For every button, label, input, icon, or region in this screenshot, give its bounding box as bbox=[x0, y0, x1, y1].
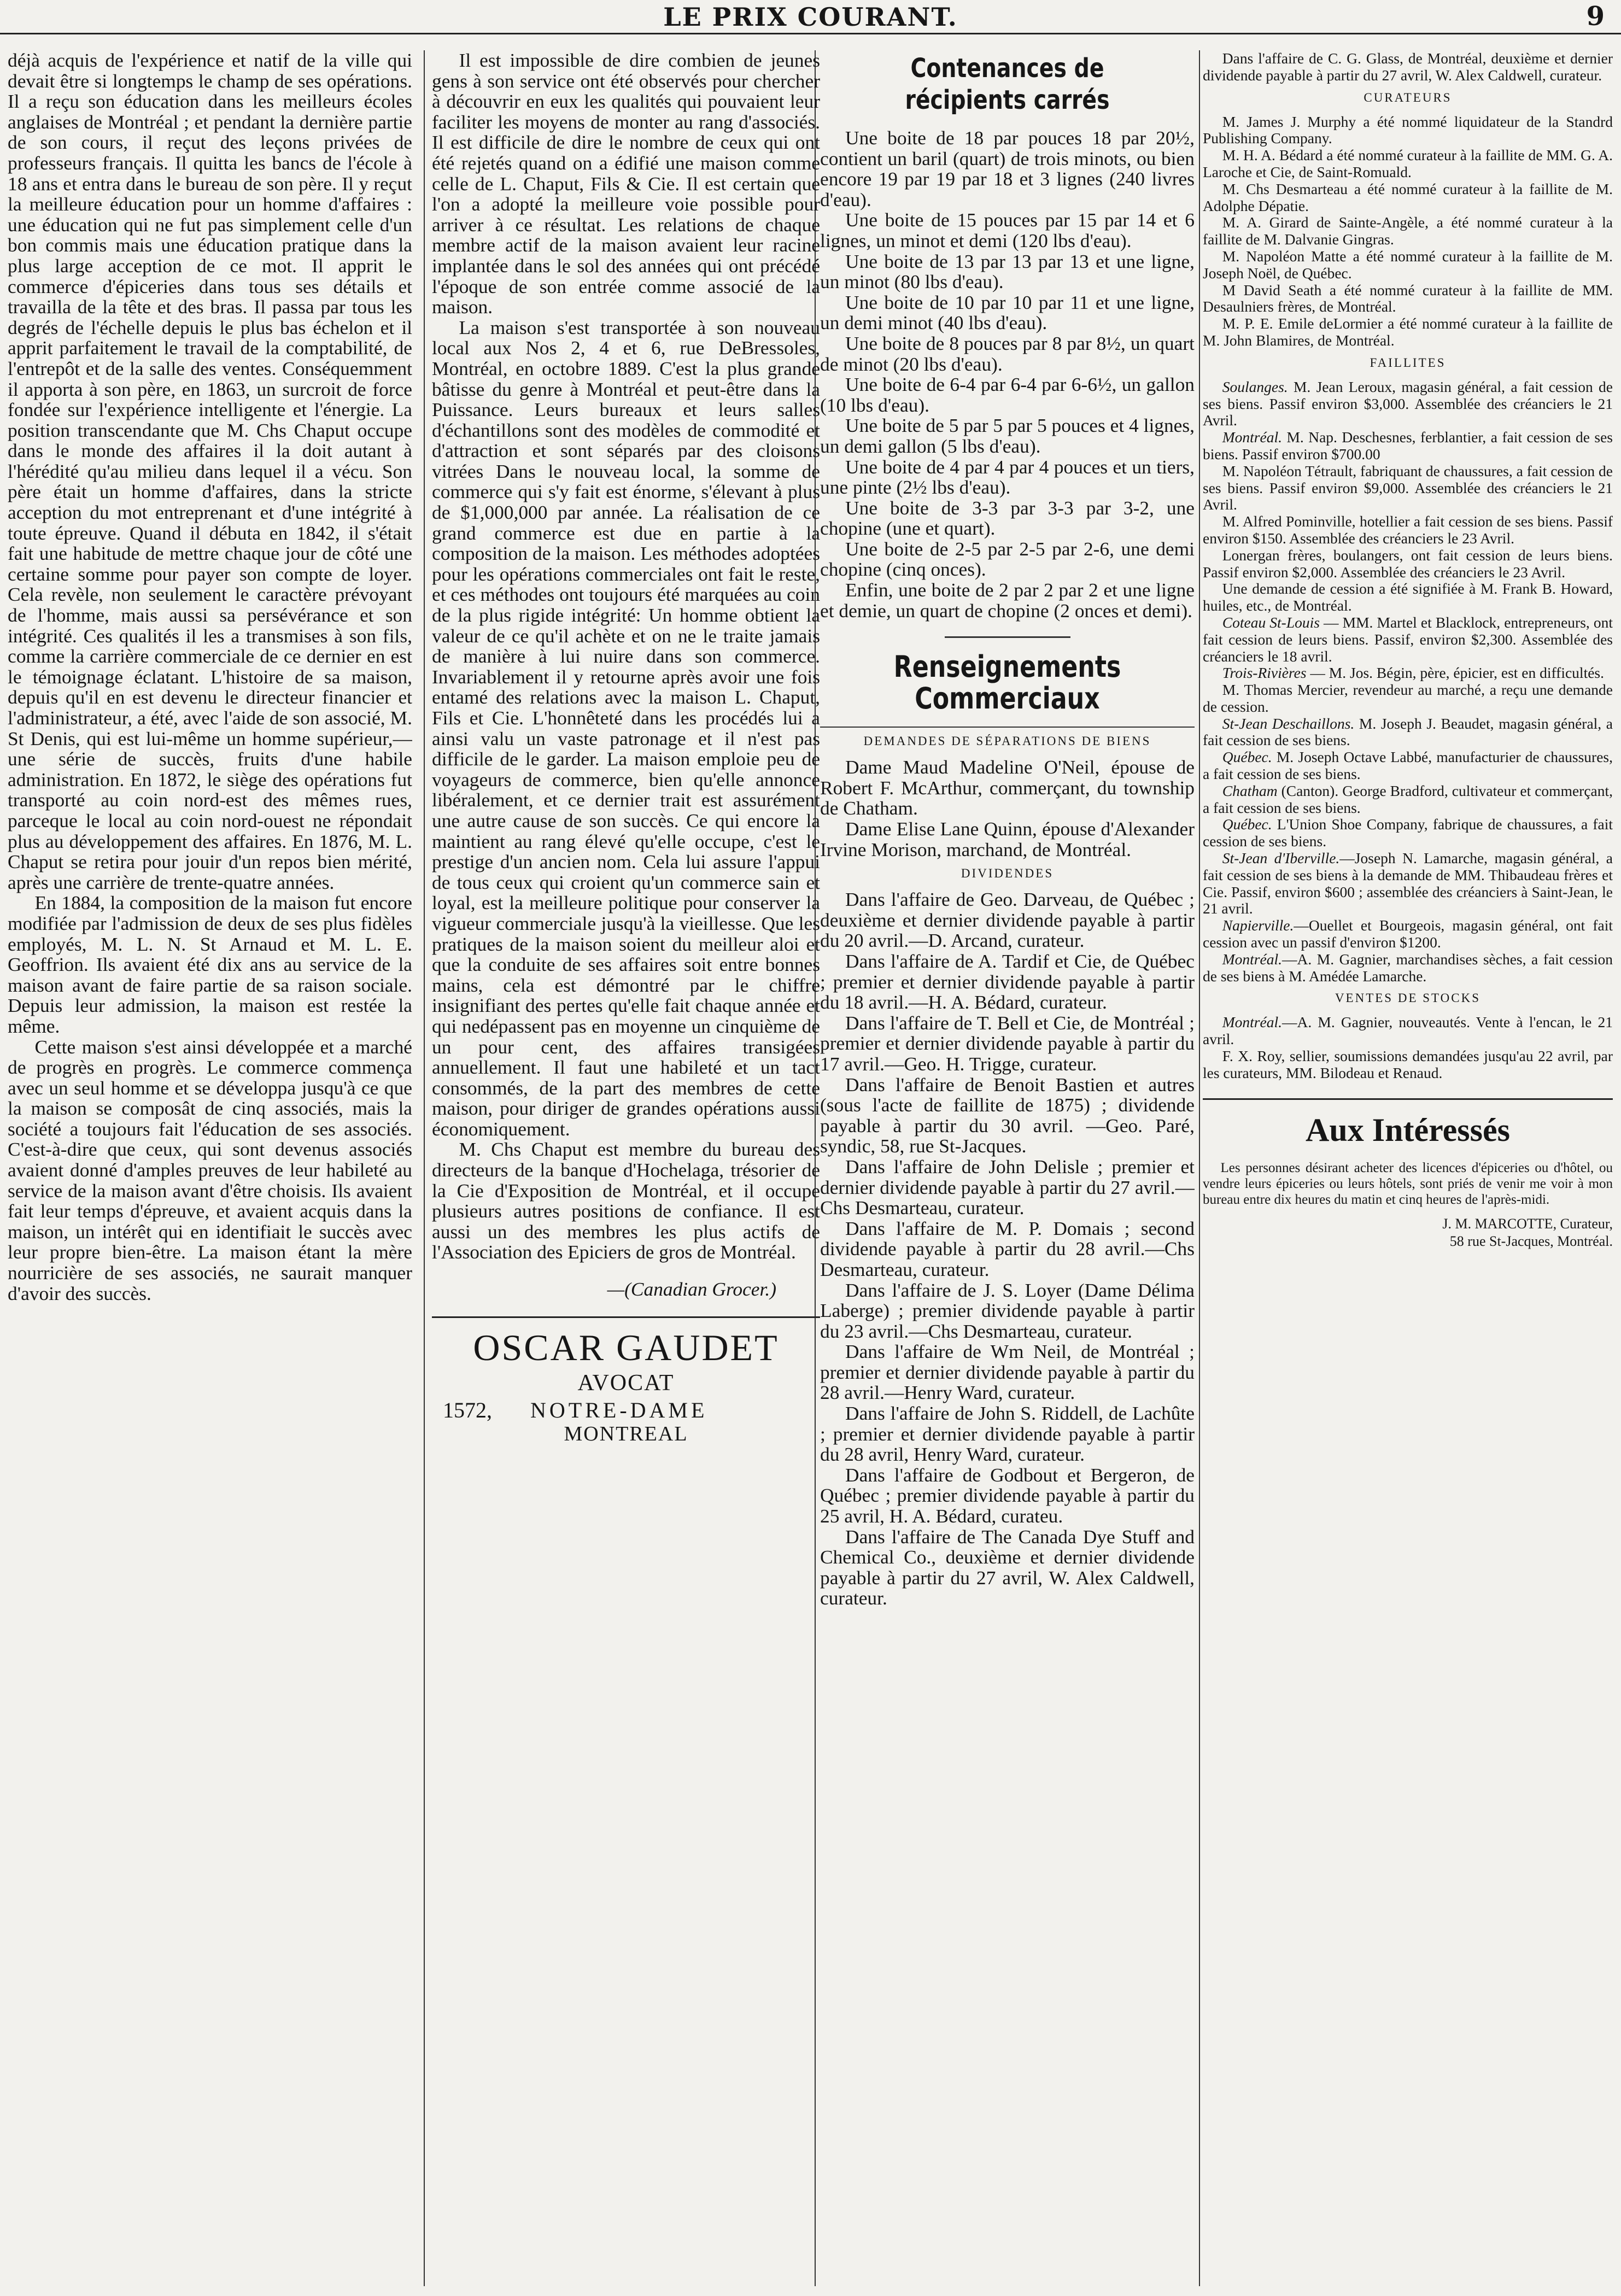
entry-text: L'Union Shoe Company, fabrique de chaussures, a fait cession de ses biens. bbox=[1203, 816, 1613, 850]
entry-place: Montréal. bbox=[1222, 950, 1282, 968]
list-entry bbox=[1203, 850, 1613, 917]
header-rule bbox=[0, 33, 1621, 34]
list-entry: Une boite de 8 pouces par 8 par 8½, un quart de minot (20 lbs d'eau). bbox=[820, 332, 1195, 375]
entry-text: — M. Jos. Bégin, père, épicier, est en difficultés. bbox=[1306, 664, 1604, 682]
faillites-list bbox=[1203, 379, 1613, 985]
list-entry: Dans l'affaire de Wm Neil, de Montréal ; premier et dernier dividende payable à partir du 28 avril.—Henry Ward, curateur. bbox=[820, 1340, 1195, 1404]
column-rule bbox=[1199, 50, 1200, 2286]
list-entry: Dans l'affaire de Geo. Darveau, de Québec ; deuxième et dernier dividende payable à partir du 20 avril.—D. Arcand, curateur. bbox=[820, 888, 1195, 952]
contenances-list bbox=[820, 128, 1195, 621]
list-entry bbox=[1203, 682, 1613, 716]
subheading-separations: DEMANDES DE SÉPARATIONS DE BIENS bbox=[863, 734, 1151, 748]
article-column-1 bbox=[8, 50, 412, 2286]
list-entry: Une boite de 18 par pouces 18 par 20½, contient un baril (quart) de trois minots, ou bien encore 19 par 19 par 18 et 3 lignes (240 livres d'eau). bbox=[820, 127, 1195, 210]
list-entry bbox=[1203, 665, 1613, 682]
entry-place: Napierville. bbox=[1222, 917, 1294, 934]
entry-text: — MM. Martel et Blacklock, entrepreneurs, ont fait cession de leurs biens. Passif, environ $2,300. Assemblée des créanciers le 18 avril. bbox=[1203, 613, 1613, 665]
list-entry: Une boite de 4 par 4 par 4 pouces et un tiers, une pinte (2½ lbs d'eau). bbox=[820, 455, 1195, 499]
ad-address bbox=[432, 1397, 820, 1424]
entry-place: Québec. bbox=[1222, 816, 1272, 833]
list-entry: M. James J. Murphy a été nommé liquidateur de la Standrd Publishing Company. bbox=[1203, 113, 1613, 147]
list-entry bbox=[1203, 463, 1613, 513]
article-paragraph: La maison s'est transportée à son nouveau local aux Nos 2, 4 et 6, rue DeBressoles, Montréal, en octobre 1889. C'est la plus grande bâtisse du genre à Montréal et peut-être dans la Puissance. Leurs bureaux et leurs salles d'échantillons sont des modèles de commodité et d'attraction et sont séparés par des cloisons vitrées Dans le nouveau local, la somme de commerce qui s'y fait est énorme, s'élevant à plus de $1,000,000 par année. La réalisation de ce grand commerce est due en partie à la composition de la maison. Les méthodes adoptées pour les opérations commerciales ont fait le reste, et ces méthodes ont toujours été marquées au coin de la plus rigide intégrité: Un homme obtient la valeur de ce qu'il achète et on ne le traite jamais de manière à lui nuire dans son commerce. Invariablement il y retourne après avoir une fois entamé des relations avec la maison L. Chaput, Fils et Cie. L'honnêteté dans les procédés lui a ainsi valu un vaste patronage et il n'est pas difficile de le garder. La maison emploie peu de voyageurs de commerce, bien qu'elle annonce libéralement, et ce dernier trait est assurément une autre cause de son succès. Ce qui encore la maintient au rang élevé qu'elle occupe, c'est le prestige d'un ancien nom. Cela lui assure l'appui de tous ceux qui croient qu'un commerce sain et loyal, est la meilleure politique pour conserver la vigueur commerciale jusqu'à la vieillesse. Que les pratiques de la maison soient du meilleur aloi et que la conduite de ses affaires soit entre bonnes mains, cela est démontré par le chiffre insignifiant des pertes qu'elle fait chaque année et qui nedépassent pas en moyenne un cinquième de un pour cent, des affaires transigées annuellement. Il faut une habileté et un tact consommés, de la part des membres de cette maison, pour diriger de grandes opérations aussi économiquement. bbox=[432, 316, 820, 1140]
list-entry bbox=[1203, 783, 1613, 817]
list-entry: Une boite de 15 pouces par 15 par 14 et 6 lignes, un minot et demi (120 lbs d'eau). bbox=[820, 209, 1195, 251]
entry-place: Soulanges. bbox=[1222, 378, 1288, 395]
subheading-ventes: VENTES DE STOCKS bbox=[1335, 991, 1481, 1005]
list-entry: M. Napoléon Matte a été nommé curateur à la faillite de M. Joseph Noël, de Québec. bbox=[1203, 247, 1613, 282]
list-entry: Une boite de 5 par 5 par 5 pouces et 4 lignes, un demi gallon (5 lbs d'eau). bbox=[820, 414, 1195, 457]
article-paragraph: Il est impossible de dire combien de jeunes gens à son service ont été observés pour chercher à découvrir en eux les qualités qui pouvaient leur faciliter les moyens de monter au rang d'associés. Il est difficile de dire le nombre de ceux qui ont été rejetés quand on a édifié une maison comme celle de L. Chaput, Fils & Cie. Il est certain que l'on a adopté la meilleure voie possible pour arriver à ce résultat. Les relations de chaque membre actif de la maison avaient leur racine implantée dans le sol des années qui ont précédé l'époque de son entrée comme associé de la maison. bbox=[432, 50, 820, 318]
list-entry bbox=[1203, 1048, 1613, 1082]
entry-place: Québec. bbox=[1222, 748, 1272, 766]
list-entry: Dans l'affaire de Benoit Bastien et autres (sous l'acte de faillite de 1875) ; dividende payable à partir du 30 avril. —Geo. Paré, syndic, 58, rue St-Jacques. bbox=[820, 1073, 1195, 1157]
list-entry bbox=[1203, 379, 1613, 429]
entry-text: (Canton). George Bradford, cultivateur et commerçant, a fait cession de ses biens. bbox=[1203, 782, 1613, 816]
entry-text: Lonergan frères, boulangers, ont fait cession de leurs biens. Passif environ $2,000. Assemblée des créanciers le 23 Avril. bbox=[1203, 546, 1613, 581]
entry-text: M. Nap. Deschesnes, ferblantier, a fait cession de ses biens. Passif environ $700.00 bbox=[1203, 429, 1613, 462]
list-entry bbox=[1203, 951, 1613, 985]
entry-text: —A. M. Gagnier, marchandises sèches, a fait cession de ses biens à M. Amédée Lamarche. bbox=[1203, 950, 1613, 985]
entry-place: Montréal. bbox=[1222, 429, 1282, 446]
list-entry: Dans l'affaire de A. Tardif et Cie, de Québec ; premier et dernier dividende payable à partir du 18 avril.—H. A. Bédard, curateur. bbox=[820, 950, 1195, 1014]
article-column-3 bbox=[820, 50, 1195, 2286]
list-entry: Dans l'affaire de John Delisle ; premier et dernier dividende payable à partir du 27 avril.—Chs Desmarteau, curateur. bbox=[820, 1155, 1195, 1219]
notice-heading: Aux Intéressés bbox=[1203, 1098, 1613, 1150]
ad-street-number: 1572, bbox=[443, 1397, 492, 1422]
list-entry: Dans l'affaire de John S. Riddell, de Lachûte ; premier et dernier dividende payable à partir du 28 avril, Henry Ward, curateur. bbox=[820, 1402, 1195, 1466]
entry-text: —Joseph N. Lamarche, magasin général, a fait cession de ses biens à la demande de MM. Thibaudeau frères et Cie. Passif, environ $600 ; assemblée des créanciers à Saint-Jean, le 21 avril. bbox=[1203, 850, 1613, 917]
subheading-faillites: FAILLITES bbox=[1370, 355, 1446, 370]
ad-city: MONTREAL bbox=[564, 1422, 688, 1445]
entry-text: M. Alfred Pominville, hotellier a fait cession de ses biens. Passif environ $150. Assemblée des créanciers le 23 Avril. bbox=[1203, 513, 1613, 547]
entry-text: —A. M. Gagnier, nouveautés. Vente à l'encan, le 21 avril. bbox=[1203, 1014, 1613, 1048]
entry-place: St-Jean Deschaillons. bbox=[1222, 714, 1355, 732]
entry-place: Montréal. bbox=[1222, 1014, 1282, 1031]
list-entry: M David Seath a été nommé curateur à la faillite de MM. Desaulniers frères, de Montréal. bbox=[1203, 281, 1613, 315]
section-heading-contenances: Contenances de récipients carrés bbox=[905, 53, 1110, 115]
article-paragraph: M. Chs Chaput est membre du bureau des directeurs de la banque d'Hochelaga, trésorier de la Cie d'Exposition de Montréal, et il occupe plusieurs autres positions de confiance. Il est aussi un des membres les plus actifs de l'Association des Epiciers de gros de Montréal. bbox=[432, 1138, 820, 1263]
dividende-entry: Dans l'affaire de C. G. Glass, de Montréal, deuxième et dernier dividende payable à partir du 27 avril, W. Alex Caldwell, curateur. bbox=[1203, 50, 1613, 84]
list-entry: Enfin, une boite de 2 par 2 par 2 et une ligne et demie, un quart de chopine (2 onces et demi). bbox=[820, 579, 1195, 622]
curateurs-list bbox=[1203, 114, 1613, 349]
notice-signature bbox=[1203, 1215, 1613, 1250]
subheading-curateurs: CURATEURS bbox=[1363, 90, 1452, 104]
article-paragraph: Cette maison s'est ainsi développée et a marché de progrès en progrès. Le commerce commença avec un seul homme et se développa jusqu'à ce que la maison se composât de cinq associés, mais la société a toujours fait l'éducation de ses associés. C'est-à-dire que ceux, qui sont devenus associés avaient donné d'amples preuves de leur habileté au service de la maison avant d'être choisis. Ils avaient fait leur temps d'épreuve, et avaient acquis dans la maison, un intérêt qui en identifiait le succès avec leur propre bien-être. La maison étant la mère nourricière de ses associés, ne saurait manquer d'avoir des succès. bbox=[8, 1035, 412, 1304]
notice-body: Les personnes désirant acheter des licences d'épiceries ou d'hôtel, ou vendre leurs épiceries ou leurs hôtels, sont priés de venir me voir à mon bureau entre dix heures du matin et cinq heures de l'après-midi. bbox=[1203, 1160, 1613, 1207]
notice-signature-name: J. M. MARCOTTE, Curateur, bbox=[1442, 1215, 1613, 1232]
page-number: 9 bbox=[1586, 1, 1605, 32]
list-entry: Dans l'affaire de M. P. Domais ; second dividende payable à partir du 28 avril.—Chs Desmarteau, curateur. bbox=[820, 1217, 1195, 1280]
list-entry bbox=[1203, 614, 1613, 665]
ad-street: NOTRE-DAME bbox=[530, 1397, 708, 1422]
page-header bbox=[0, 0, 1621, 35]
list-entry: Dame Maud Madeline O'Neil, épouse de Robert F. McArthur, commerçant, du township de Chatham. bbox=[820, 756, 1195, 819]
list-entry bbox=[1203, 513, 1613, 547]
list-entry bbox=[1203, 581, 1613, 614]
list-entry bbox=[1203, 547, 1613, 581]
list-entry: Dame Elise Lane Quinn, épouse d'Alexander Irvine Morison, marchand, de Montréal. bbox=[820, 818, 1195, 860]
entry-text: M. Thomas Mercier, revendeur au marché, a reçu une demande de cession. bbox=[1203, 681, 1613, 715]
article-paragraph: En 1884, la composition de la maison fut encore modifiée par l'admission de deux de ses plus fidèles employés, M. L. N. St Arnaud et M. L. E. Geoffrion. Ils avaient été dix ans au service de la maison avant de faire partie de sa raison sociale. Depuis leur admission, la maison est restée la même. bbox=[8, 892, 412, 1037]
list-entry: M. H. A. Bédard a été nommé curateur à la faillite de MM. G. A. Laroche et Cie, de Saint-Romuald. bbox=[1203, 147, 1613, 180]
list-entry bbox=[1203, 1014, 1613, 1048]
heading-rule bbox=[820, 727, 1195, 728]
entry-place: St-Jean d'Iberville. bbox=[1222, 850, 1340, 867]
entry-text: Une demande de cession a été signifiée à M. Frank B. Howard, huiles, etc., de Montréal. bbox=[1203, 580, 1613, 614]
advertisement-oscar-gaudet bbox=[432, 1316, 820, 1445]
entry-place: Coteau St-Louis bbox=[1222, 613, 1320, 631]
list-entry bbox=[1203, 816, 1613, 850]
list-entry bbox=[1203, 716, 1613, 749]
dividendes-list bbox=[820, 889, 1195, 1609]
list-entry bbox=[1203, 429, 1613, 463]
notice-signature-address: 58 rue St-Jacques, Montréal. bbox=[1449, 1233, 1613, 1249]
list-entry: Dans l'affaire de T. Bell et Cie, de Montréal ; premier et dernier dividende payable à partir du 17 avril.—Geo. H. Trigge, curateur. bbox=[820, 1011, 1195, 1075]
running-title: LE PRIX COURANT. bbox=[663, 2, 958, 32]
section-heading-renseignements: Renseignements Commerciaux bbox=[893, 649, 1121, 716]
list-entry: Une boite de 2-5 par 2-5 par 2-6, une demi chopine (cinq onces). bbox=[820, 537, 1195, 581]
entry-text: M. Joseph Octave Labbé, manufacturier de chaussures, a fait cession de ses biens. bbox=[1203, 748, 1613, 783]
ad-title: AVOCAT bbox=[577, 1370, 675, 1396]
article-source: —(Canadian Grocer.) bbox=[607, 1278, 776, 1301]
list-entry: Une boite de 6-4 par 6-4 par 6-6½, un gallon (10 lbs d'eau). bbox=[820, 373, 1195, 416]
entry-text: M. Joseph J. Beaudet, magasin général, a fait cession de ses biens. bbox=[1203, 714, 1613, 749]
article-column-2 bbox=[432, 50, 820, 2286]
entry-text: F. X. Roy, sellier, soumissions demandées jusqu'au 22 avril, par les curateurs, MM. Bilodeau et Renaud. bbox=[1203, 1047, 1613, 1081]
column-rule bbox=[424, 50, 425, 2286]
list-entry: Dans l'affaire de The Canada Dye Stuff and Chemical Co., deuxième et dernier dividende payable à partir du 27 avril, W. Alex Caldwell, curateur. bbox=[820, 1525, 1195, 1609]
list-entry: Une boite de 10 par 10 par 11 et une ligne, un demi minot (40 lbs d'eau). bbox=[820, 291, 1195, 334]
list-entry bbox=[1203, 917, 1613, 951]
section-divider bbox=[945, 636, 1070, 638]
entry-text: M. Jean Leroux, magasin général, a fait cession de ses biens. Passif environ $3,000. Assemblée des créanciers le 21 Avril. bbox=[1203, 378, 1613, 429]
entry-text: —Ouellet et Bourgeois, magasin général, ont fait cession avec un passif d'environ $1200. bbox=[1203, 917, 1613, 951]
ventes-list bbox=[1203, 1014, 1613, 1081]
entry-place: Trois-Rivières bbox=[1222, 664, 1307, 682]
list-entry: Une boite de 13 par 13 par 13 et une ligne, un minot (80 lbs d'eau). bbox=[820, 250, 1195, 293]
separations-list bbox=[820, 757, 1195, 860]
list-entry bbox=[1203, 749, 1613, 783]
entry-text: M. Napoléon Tétrault, fabriquant de chaussures, a fait cession de ses biens. Passif environ $9,000. Assemblée des créanciers le 21 Avril. bbox=[1203, 462, 1613, 513]
list-entry: Une boite de 3-3 par 3-3 par 3-2, une chopine (une et quart). bbox=[820, 496, 1195, 540]
list-entry: M. P. E. Emile deLormier a été nommé curateur à la faillite de M. John Blamires, de Montréal. bbox=[1203, 315, 1613, 349]
article-column-4 bbox=[1203, 50, 1613, 2286]
subheading-dividendes: DIVIDENDES bbox=[961, 866, 1054, 881]
entry-place: Chatham bbox=[1222, 782, 1278, 799]
article-paragraph: déjà acquis de l'expérience et natif de la ville qui devait être si longtemps le champ de ses opérations. Il a reçu son éducation dans les meilleurs écoles anglaises de Montréal ; et pendant la dernière partie de son cours, il reçut des leçons privées de professeurs français. Il quitta les bancs de l'école à 18 ans et entra dans le bureau de son père. Il y reçut la meilleure éducation pour un homme d'affaires : une éducation qui ne fut pas simplement celle d'un bon commis mais une éducation pratique dans la plus large acception de ce mot. Il apprit le commerce d'épiceries dans tous ses détails et travailla de la tête et des bras. Il passa par tous les degrés de l'échelle depuis le plus bas échelon et il apprit parfaitement le travail de la comptabilité, de l'entrepôt et de la salle des ventes. Conséquemment il apporta à son père, en 1863, un surcroit de force fondée sur l'expérience intelligente et l'énergie. La position transcendante que M. Chs Chaput occupe dans le monde des affaires il la doit autant à l'hérédité qu'au milieu dans lequel il a vécu. Son père était un homme d'affaires, dans la stricte acception du mot entreprenant et d'une intégrité à toute épreuve. Quand il débuta en 1842, il s'était fait une habitude de mettre chaque jour de côté une certaine somme pour payer son compte de loyer. Cela revèle, non seulement le caractère prévoyant de l'homme, mais aussi sa persévérance et son intégrité. Ces qualités il les a transmises à son fils, comme la carrière commerciale de ce dernier en est le témoignage éclatant. L'histoire de sa maison, depuis qu'il en est devenu le directeur financier et l'administrateur, a été, avec l'aide de son associé, M. St Denis, qui est lui-même un homme supérieur,—une série de succès, fruits d'une habile administration. En 1872, le siège des opérations fut transporté au coin nord-est des mêmes rues, parceque le local au coin nord-ouest ne répondait plus au développement des affaires. En 1876, M. L. Chaput se retira pour jouir d'un repos bien mérité, après une carrière de trente-quatre années. bbox=[8, 50, 412, 893]
list-entry: Dans l'affaire de J. S. Loyer (Dame Délima Laberge) ; premier dividende payable à partir du 23 avril.—Chs Desmarteau, curateur. bbox=[820, 1279, 1195, 1342]
list-entry: M. Chs Desmarteau a été nommé curateur à la faillite de M. Adolphe Dépatie. bbox=[1203, 180, 1613, 214]
ad-name: OSCAR GAUDET bbox=[473, 1326, 779, 1368]
list-entry: M. A. Girard de Sainte-Angèle, a été nommé curateur à la faillite de M. Dalvanie Gingras. bbox=[1203, 214, 1613, 248]
list-entry: Dans l'affaire de Godbout et Bergeron, de Québec ; premier dividende payable à partir du 25 avril, H. A. Bédard, curateu. bbox=[820, 1463, 1195, 1527]
